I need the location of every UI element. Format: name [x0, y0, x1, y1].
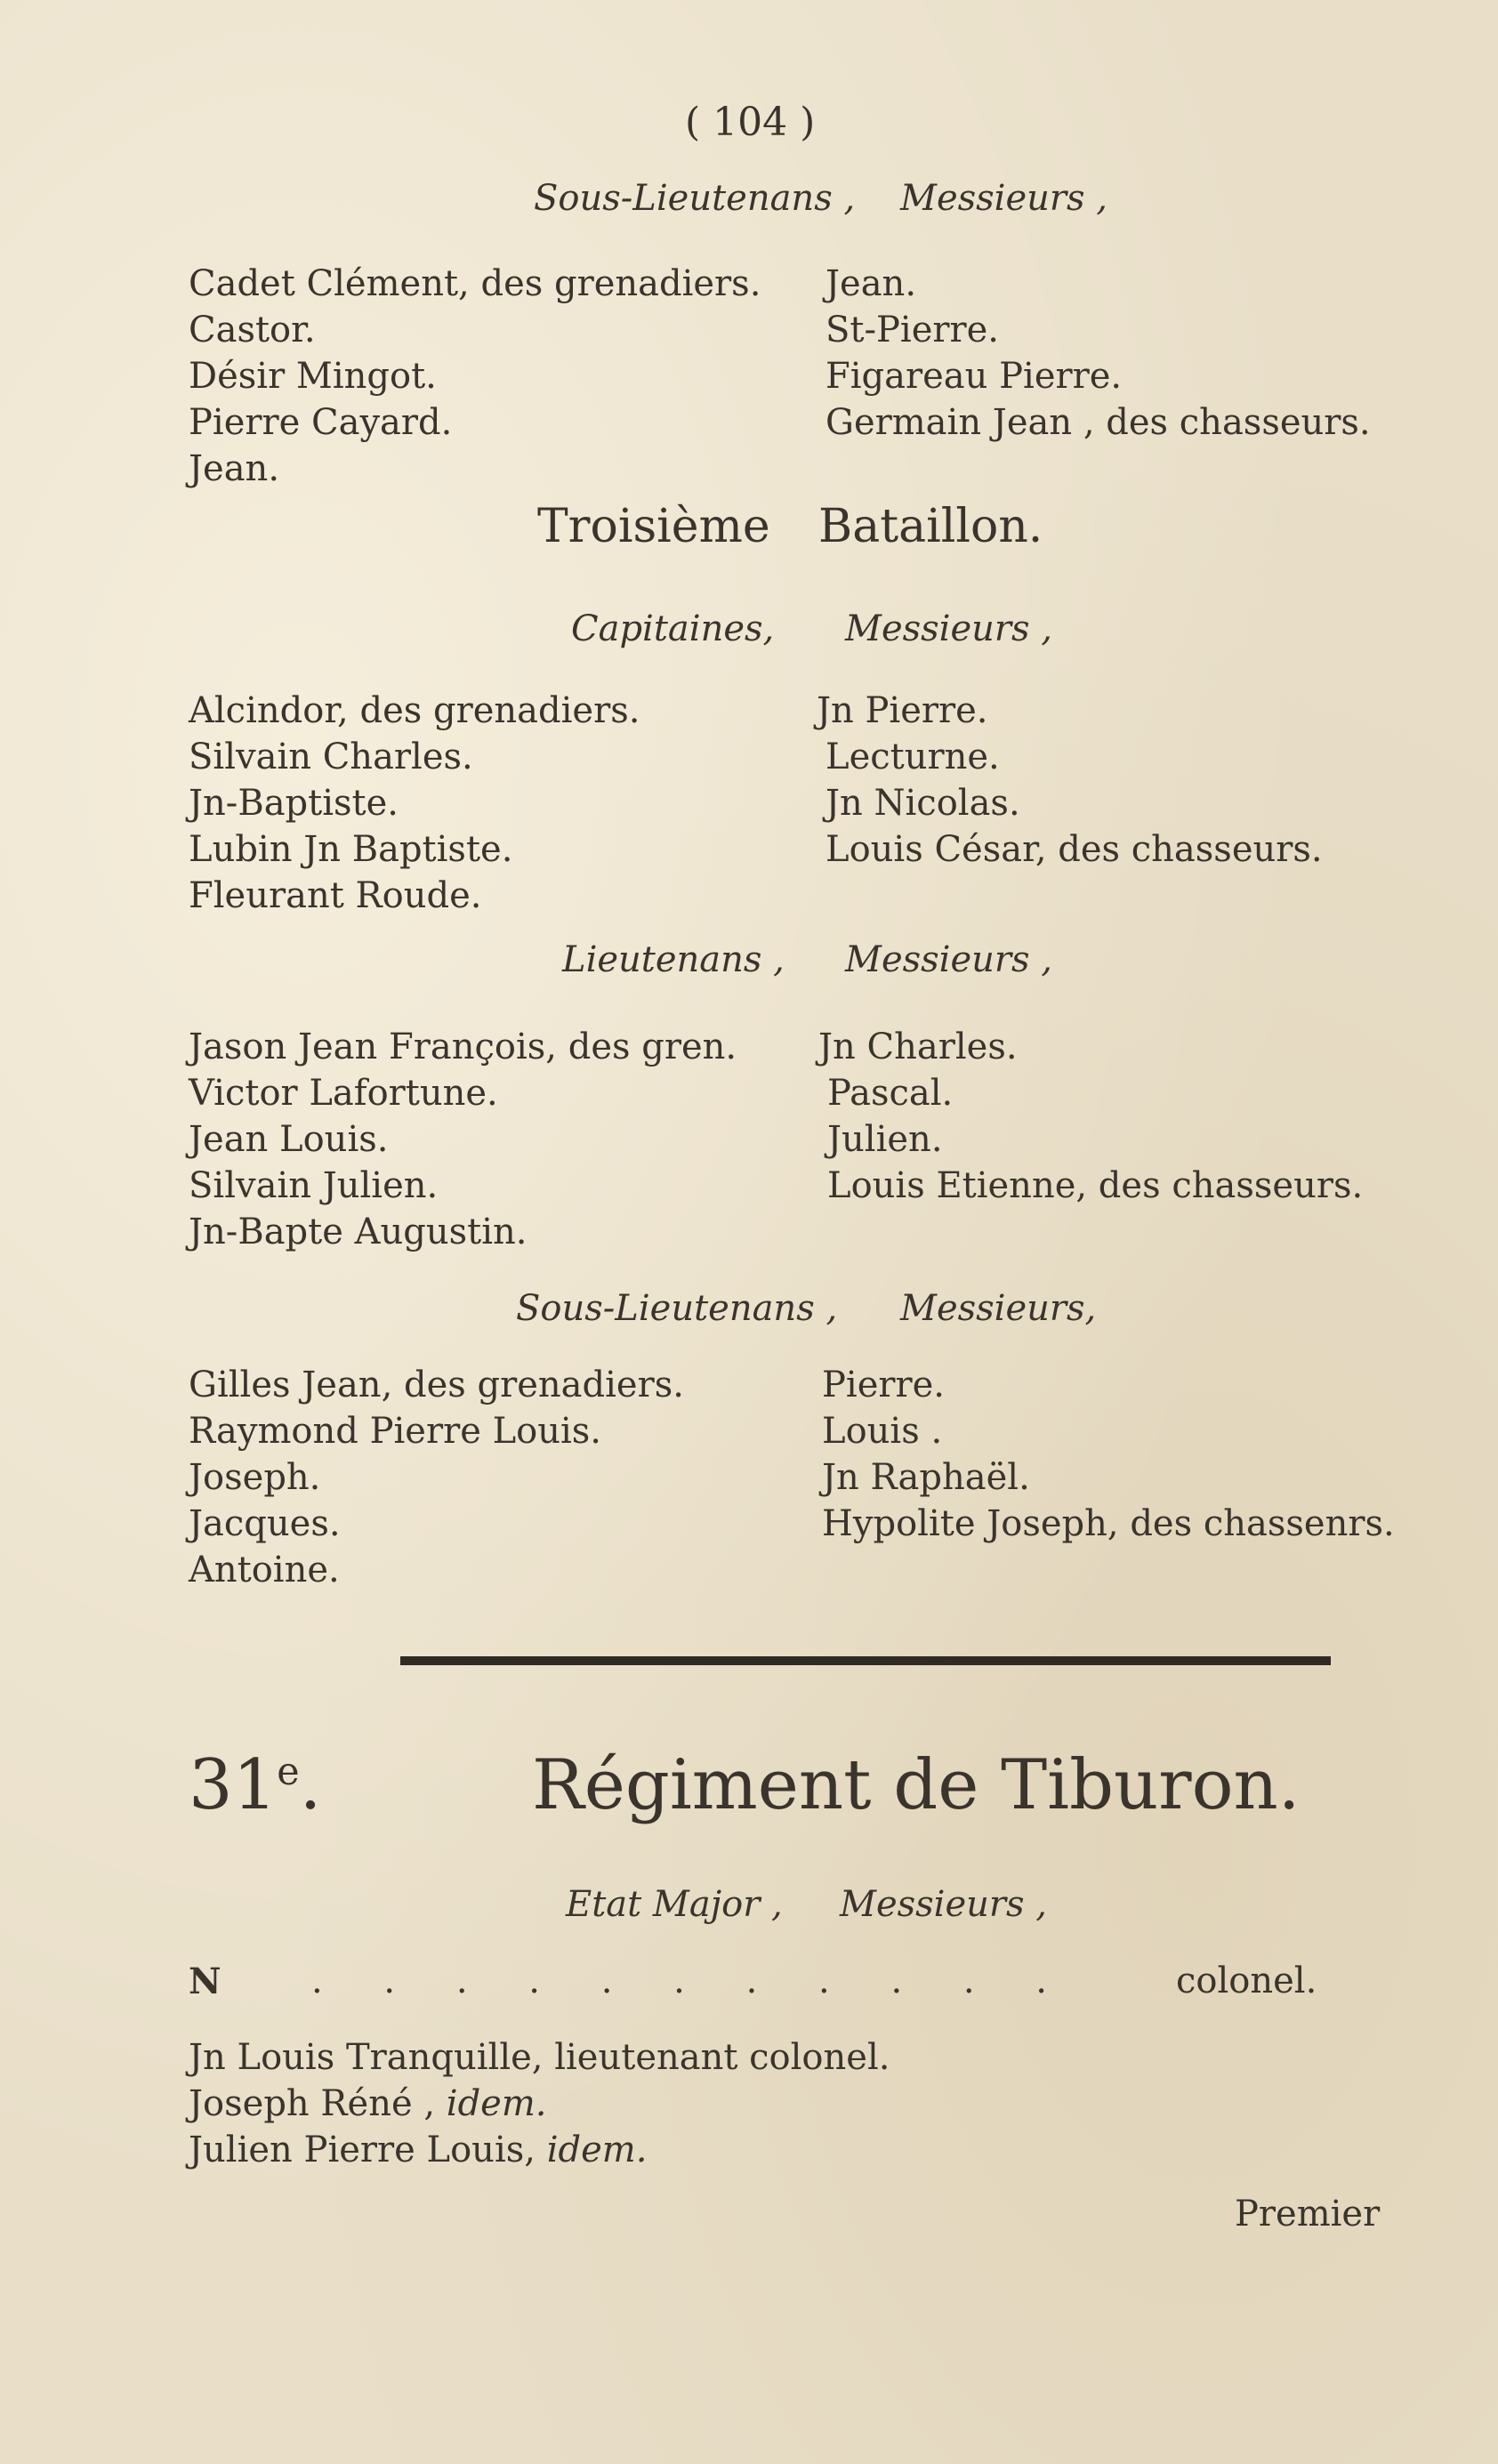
section3-header-left: Lieutenans ,: [562, 939, 785, 980]
list-item: Figareau Pierre.: [826, 356, 1123, 397]
list-item: Jn Charles.: [818, 1027, 1018, 1067]
list-item: Jason Jean François, des gren.: [189, 1027, 737, 1067]
section-divider: [400, 1656, 1331, 1665]
list-item: Jn-Baptiste.: [189, 783, 399, 824]
page-number: ( 104 ): [685, 100, 816, 145]
section4-header-left: Sous-Lieutenans ,: [516, 1288, 838, 1329]
etat-major-header-right: Messieurs ,: [840, 1884, 1047, 1925]
section1-header-right: Messieurs ,: [900, 178, 1107, 219]
list-item: St-Pierre.: [826, 310, 999, 350]
list-item: Jean.: [189, 448, 280, 489]
list-item: Raymond Pierre Louis.: [189, 1411, 602, 1452]
list-item: Lecturne.: [826, 737, 1000, 777]
list-item: Alcindor, des grenadiers.: [189, 690, 640, 731]
list-item: Jean.: [826, 263, 917, 304]
officer-line: Julien Pierre Louis, idem.: [189, 2130, 648, 2170]
section2-header-left: Capitaines,: [571, 608, 775, 649]
officer-line: Jn Louis Tranquille, lieutenant colonel.: [189, 2037, 890, 2078]
list-item: Pierre.: [822, 1365, 946, 1405]
list-item: Louis Etienne, des chasseurs.: [827, 1165, 1364, 1206]
list-item: Jn Raphaël.: [822, 1457, 1030, 1498]
list-item: Julien.: [827, 1119, 943, 1160]
list-item: Gilles Jean, des grenadiers.: [189, 1365, 684, 1405]
list-item: Castor.: [189, 310, 316, 350]
list-item: Victor Lafortune.: [189, 1073, 498, 1114]
battalion-heading-left: Troisième: [537, 500, 770, 553]
list-item: Fleurant Roude.: [189, 875, 482, 916]
list-item: Cadet Clément, des grenadiers.: [189, 263, 761, 304]
list-item: Jn Nicolas.: [826, 783, 1020, 824]
catchword: Premier: [1235, 2194, 1381, 2235]
list-item: Jacques.: [189, 1503, 341, 1544]
list-item: Désir Mingot.: [189, 356, 437, 397]
list-item: Pierre Cayard.: [189, 402, 453, 443]
list-item: Jn-Bapte Augustin.: [189, 1212, 528, 1252]
list-item: Joseph.: [189, 1457, 321, 1498]
list-item: Pascal.: [827, 1073, 954, 1114]
list-item: Antoine.: [189, 1550, 340, 1590]
list-item: Lubin Jn Baptiste.: [189, 829, 513, 870]
regiment-number: 31e.: [189, 1745, 322, 1825]
list-item: Silvain Julien.: [189, 1165, 439, 1206]
list-item: Jn Pierre.: [817, 690, 988, 731]
section4-header-right: Messieurs,: [900, 1288, 1097, 1329]
regiment-title: Régiment de Tiburon.: [532, 1745, 1301, 1825]
leader-dots: . . . . . . . . . . .: [311, 1961, 1073, 2001]
list-item: Hypolite Joseph, des chassenrs.: [822, 1503, 1395, 1544]
officer-line: Joseph Réné , idem.: [189, 2083, 547, 2124]
list-item: Louis .: [822, 1411, 943, 1452]
battalion-heading-right: Bataillon.: [818, 500, 1043, 553]
list-item: Silvain Charles.: [189, 737, 473, 777]
list-item: Louis César, des chasseurs.: [826, 829, 1323, 870]
section3-header-right: Messieurs ,: [845, 939, 1052, 980]
list-item: Jean Louis.: [189, 1119, 389, 1160]
colonel-placeholder: N: [189, 1961, 221, 2002]
section2-header-right: Messieurs ,: [845, 608, 1052, 649]
list-item: Germain Jean , des chasseurs.: [826, 402, 1371, 443]
section1-header-left: Sous-Lieutenans ,: [534, 178, 856, 219]
colonel-label: colonel.: [1176, 1961, 1317, 2001]
etat-major-header-left: Etat Major ,: [566, 1884, 783, 1925]
